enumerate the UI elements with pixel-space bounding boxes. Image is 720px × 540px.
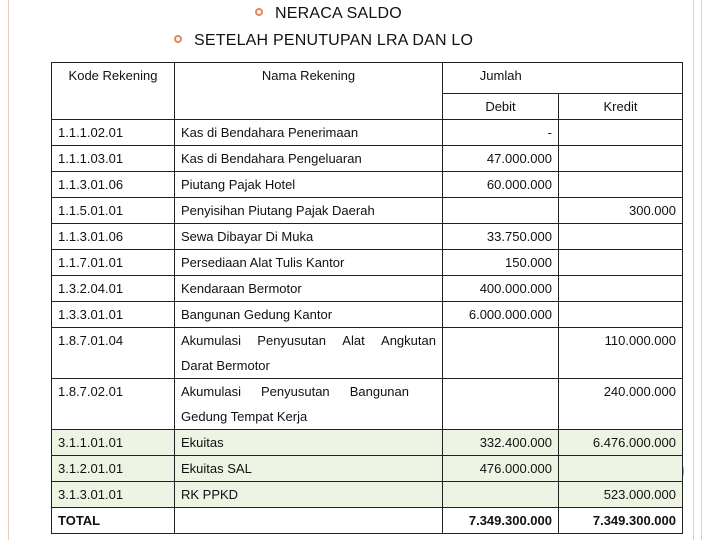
- row-debit: 6.000.000.000: [443, 302, 559, 328]
- table-row: [52, 430, 683, 456]
- row-debit: 400.000.000: [443, 276, 559, 302]
- table-subheader-row: [52, 94, 683, 120]
- total-debit: 7.349.300.000: [443, 508, 559, 534]
- row-name: [175, 379, 443, 430]
- row-credit: [559, 224, 683, 250]
- row-code: 3.1.3.01.01: [52, 482, 175, 508]
- header-code: Kode Rekening: [52, 63, 175, 94]
- row-code: 1.1.1.03.01: [52, 146, 175, 172]
- row-code: 1.3.3.01.01: [52, 302, 175, 328]
- title-text-2: SETELAH PENUTUPAN LRA DAN LO: [194, 32, 474, 49]
- header-amount: Jumlah: [443, 63, 559, 94]
- row-name: Persediaan Alat Tulis Kantor: [175, 250, 443, 276]
- row-credit: [559, 120, 683, 146]
- row-code: 1.3.2.04.01: [52, 276, 175, 302]
- bullet-icon: [255, 8, 263, 16]
- row-name: Ekuitas SAL: [175, 456, 443, 482]
- trial-balance-table: [51, 62, 683, 534]
- row-name: Penyisihan Piutang Pajak Daerah: [175, 198, 443, 224]
- row-name: Sewa Dibayar Di Muka: [175, 224, 443, 250]
- row-code: 1.8.7.01.04: [52, 328, 175, 379]
- row-credit: 240.000.000: [559, 379, 683, 430]
- total-row: [52, 508, 683, 534]
- row-code: 1.1.7.01.01: [52, 250, 175, 276]
- row-credit: [559, 146, 683, 172]
- row-code: 1.1.3.01.06: [52, 224, 175, 250]
- row-name-word: Penyusutan: [257, 333, 326, 348]
- row-name-word: Akumulasi: [181, 333, 241, 348]
- row-name: RK PPKD: [175, 482, 443, 508]
- header-name: Nama Rekening: [175, 63, 443, 94]
- row-name: Kendaraan Bermotor: [175, 276, 443, 302]
- row-debit: [443, 482, 559, 508]
- right-decor-line: [693, 0, 694, 540]
- right-decor-line-2: [701, 0, 702, 540]
- row-code: 1.8.7.02.01: [52, 379, 175, 430]
- title-setelah-penutupan: [194, 32, 473, 50]
- row-name-word: Alat: [342, 333, 365, 348]
- row-name-line-2: Gedung Tempat Kerja: [181, 409, 308, 424]
- row-debit: 60.000.000: [443, 172, 559, 198]
- table-header-row: [52, 63, 683, 94]
- row-debit: 47.000.000: [443, 146, 559, 172]
- row-credit: 300.000: [559, 198, 683, 224]
- row-code: 3.1.1.01.01: [52, 430, 175, 456]
- table-row: [52, 328, 683, 379]
- row-credit: [559, 276, 683, 302]
- left-decor-line: [8, 0, 9, 540]
- table-row: [52, 120, 683, 146]
- bullet-icon: [174, 35, 182, 43]
- row-code: 3.1.2.01.01: [52, 456, 175, 482]
- table-row: [52, 302, 683, 328]
- row-debit: 150.000: [443, 250, 559, 276]
- row-credit: 6.476.000.000: [559, 430, 683, 456]
- row-name-line-1: [181, 379, 409, 404]
- table-row: [52, 172, 683, 198]
- row-name: [175, 328, 443, 379]
- row-code: 1.1.5.01.01: [52, 198, 175, 224]
- header-debit: Debit: [443, 94, 559, 120]
- row-name-line-2: Darat Bermotor: [181, 358, 270, 373]
- row-name: Piutang Pajak Hotel: [175, 172, 443, 198]
- header-amount-cont: [559, 63, 683, 94]
- table-row: [52, 482, 683, 508]
- table-row: [52, 224, 683, 250]
- header-code-cont: [52, 94, 175, 120]
- total-credit: 7.349.300.000: [559, 508, 683, 534]
- row-debit: [443, 328, 559, 379]
- row-debit: 33.750.000: [443, 224, 559, 250]
- row-credit: [559, 302, 683, 328]
- row-name: Kas di Bendahara Pengeluaran: [175, 146, 443, 172]
- row-name: Kas di Bendahara Penerimaan: [175, 120, 443, 146]
- total-label: TOTAL: [52, 508, 175, 534]
- row-name: Bangunan Gedung Kantor: [175, 302, 443, 328]
- row-name-word: Penyusutan: [261, 384, 330, 399]
- row-name-word: Akumulasi: [181, 384, 241, 399]
- row-name-line-1: [181, 328, 436, 353]
- row-name-word: Bangunan: [349, 384, 409, 399]
- total-name-empty: [175, 508, 443, 534]
- header-name-cont: [175, 94, 443, 120]
- row-code: 1.1.1.02.01: [52, 120, 175, 146]
- row-debit: 476.000.000: [443, 456, 559, 482]
- row-credit: 523.000.000: [559, 482, 683, 508]
- row-code: 1.1.3.01.06: [52, 172, 175, 198]
- row-credit: [559, 172, 683, 198]
- table-row: [52, 146, 683, 172]
- row-debit: [443, 198, 559, 224]
- row-name-word: Angkutan: [381, 333, 436, 348]
- table-row: [52, 379, 683, 430]
- row-debit: 332.400.000: [443, 430, 559, 456]
- title-text-1: NERACA SALDO: [275, 5, 402, 22]
- table-row: [52, 198, 683, 224]
- row-debit: -: [443, 120, 559, 146]
- table-row: [52, 276, 683, 302]
- row-name: Ekuitas: [175, 430, 443, 456]
- table-row: [52, 250, 683, 276]
- row-credit: [559, 456, 683, 482]
- row-credit: 110.000.000: [559, 328, 683, 379]
- table-row: [52, 456, 683, 482]
- row-debit: [443, 379, 559, 430]
- header-credit: Kredit: [559, 94, 683, 120]
- row-credit: [559, 250, 683, 276]
- title-neraca-saldo: [275, 5, 402, 23]
